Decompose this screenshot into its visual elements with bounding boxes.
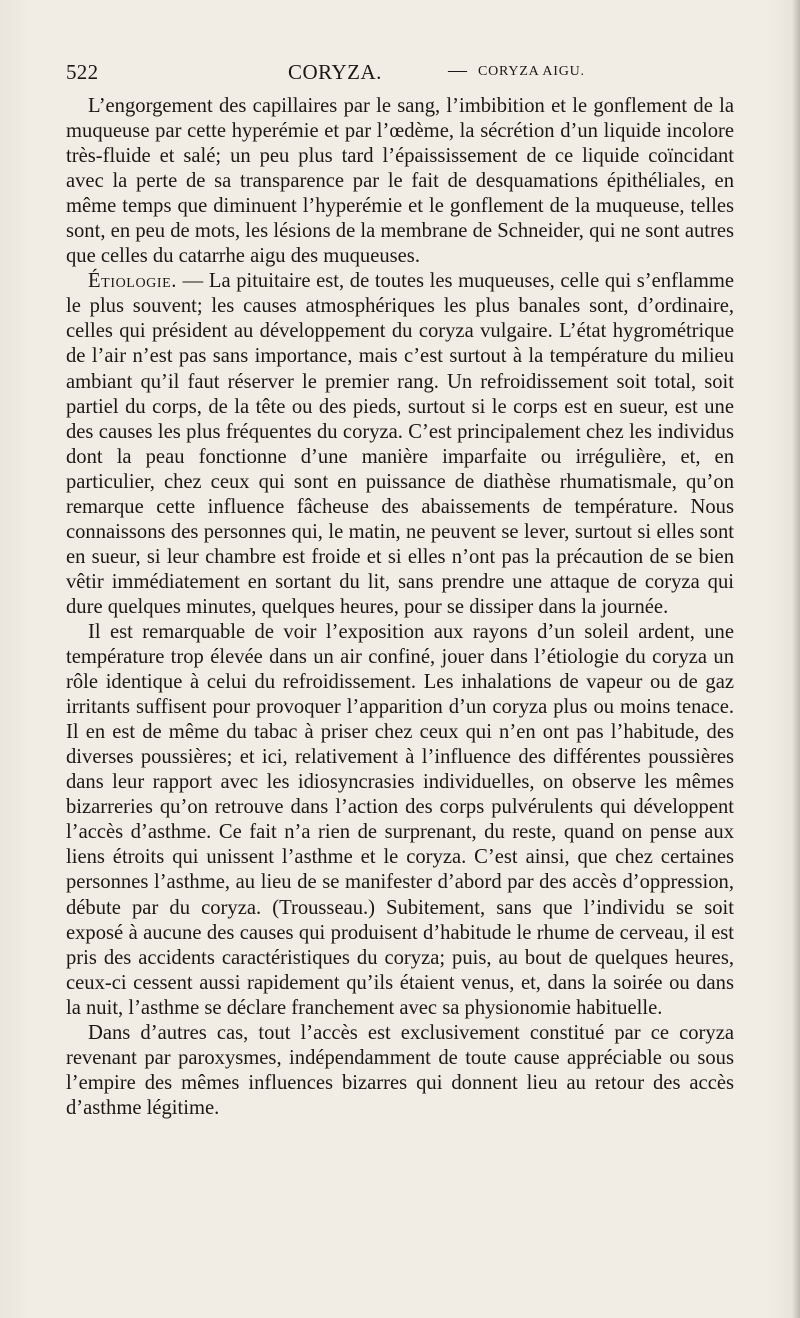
header-title: CORYZA. xyxy=(288,60,382,84)
section-heading-etiologie: Étiologie. xyxy=(88,270,178,293)
paragraph-exposition: Il est remarquable de voir l’exposition aux rayons d’un soleil ardent, une température trop élevée dans un air confiné, jouer dans l’étiologie du coryza un rôle identique à celui du refroidissement. Les inhalations de vapeur ou de gaz irritants suffisent pour provoquer l’apparition d’un coryza plus ou moins tenace. Il en est de même du tabac à priser chez ceux qui n’en ont pas l’habitude, des diverses poussières; et ici, relativement à l’influence des différentes poussières dans leur rapport avec les idiosyncrasies individuelles, on observe les mêmes bizarreries qu’on retrouve dans l’action des corps pulvérulents qui développent l’accès d’asthme. Ce fait n’a rien de surprenant, du reste, quand on pense aux liens étroits qui unissent l’asthme et le coryza. C’est ainsi, que chez certaines personnes l’asthme, au lieu de se manifester d’abord par des accès d’oppression, débute par du coryza. (Trousseau.) Subitement, sans que l’individu se soit exposé à aucune des causes qui produisent d’habitude le rhume de cerveau, il est pris des accidents caractéristiques du coryza; puis, au bout de quelques heures, ceux-ci cessent aussi rapidement qu’ils étaient venus, et, dans la soirée ou dans la nuit, l’asthme se déclare franchement avec sa physionomie habituelle. xyxy=(66,620,734,1019)
page-edge-shadow xyxy=(792,0,800,1318)
paragraph-etiologie-text: — La pituitaire est, de toutes les muqueuses, celle qui s’enflamme le plus souvent; les causes atmosphériques les plus banales sont, d’ordinaire, celles qui président au développement du coryza vulgaire. L’état hygrométrique de l’air n’est pas sans importance, mais c’est surtout à la température du milieu ambiant qu’il faut réserver le premier rang. Un refroidissement soit total, soit partiel du corps, de la tête ou des pieds, surtout si le corps est en sueur, est une des causes les plus fréquentes du coryza. C’est principalement chez les individus dont la peau fonctionne d’une manière imparfaite ou irrégulière, et, en particulier, chez ceux qui sont en puissance de diathèse rhumatismale, qu’on remarque cette influence fâcheuse des abaissements de température. Nous connaissons des personnes qui, le matin, ne peuvent se lever, surtout si elles sont en sueur, si leur chambre est froide et si elles n’ont pas la précaution de se bien vêtir immédiatement en sortant du lit, sans prendre une attaque de coryza qui dure quelques minutes, quelques heures, pour se dissiper dans la journée. xyxy=(66,270,734,618)
header-separator: — xyxy=(448,60,467,81)
paragraph-autres-cas: Dans d’autres cas, tout l’accès est exclusivement constitué par ce coryza revenant par paroxysmes, indépendamment de toute cause appréciable ou sous l’empire des mêmes influences bizarres qui donnent lieu au retour des accès d’asthme légitime. xyxy=(66,1021,734,1119)
page-number: 522 xyxy=(66,60,99,84)
header-subtitle: CORYZA AIGU. xyxy=(478,64,585,79)
body-text xyxy=(66,94,734,1121)
running-header xyxy=(66,60,736,88)
paragraph-etiologie xyxy=(66,269,734,620)
paragraph-lesions: L’engorgement des capillaires par le sang, l’imbibition et le gonflement de la muqueuse par cette hyperémie et par l’œdème, la sécrétion d’un liquide incolore très-fluide et salé; un peu plus tard l’épaississement de ce liquide coïncidant avec la perte de sa transparence par le fait de desquamations épithéliales, en même temps que diminuent l’hyperémie et le gonflement de la muqueuse, telles sont, en peu de mots, les lésions de la membrane de Schneider, qui ne sont autres que celles du catarrhe aigu des muqueuses. xyxy=(66,95,734,268)
